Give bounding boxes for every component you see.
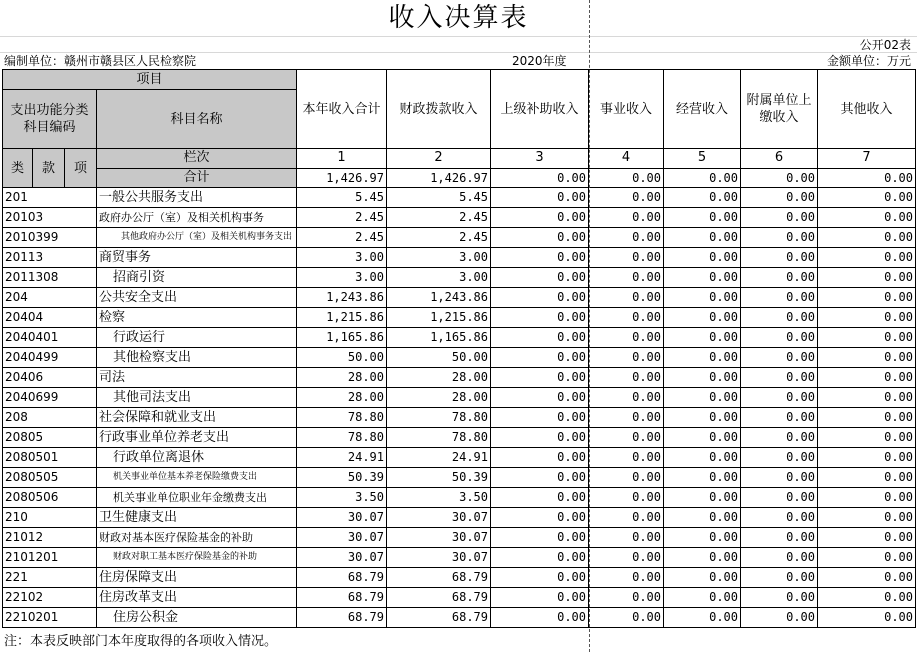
amount-cell: 0.00	[589, 428, 664, 448]
col-num-5: 5	[664, 149, 741, 169]
subject-name: 其他检察支出	[97, 348, 297, 368]
amount-cell: 0.00	[589, 388, 664, 408]
amount-cell: 0.00	[741, 308, 818, 328]
amount-cell: 0.00	[741, 208, 818, 228]
amount-cell: 0.00	[818, 208, 916, 228]
grid-line	[0, 36, 917, 37]
amount-cell: 0.00	[491, 508, 589, 528]
amount-cell: 0.00	[664, 348, 741, 368]
subject-code: 2101201	[3, 548, 97, 568]
amount-cell: 0.00	[491, 268, 589, 288]
col-header-3: 上级补助收入	[491, 70, 589, 149]
amount-cell: 68.79	[387, 568, 491, 588]
amount-cell: 30.07	[387, 548, 491, 568]
amount-cell: 0.00	[664, 388, 741, 408]
col-num-2: 2	[387, 149, 491, 169]
total-cell: 0.00	[818, 168, 916, 188]
amount-cell: 0.00	[589, 308, 664, 328]
amount-cell: 0.00	[589, 348, 664, 368]
amount-cell: 1,215.86	[387, 308, 491, 328]
subject-code: 208	[3, 408, 97, 428]
amount-cell: 0.00	[664, 528, 741, 548]
amount-cell: 0.00	[589, 368, 664, 388]
table-row	[3, 388, 916, 408]
amount-cell: 68.79	[297, 588, 387, 608]
amount-cell: 0.00	[741, 328, 818, 348]
table-row	[3, 348, 916, 368]
page-break-line	[589, 0, 590, 652]
total-cell: 0.00	[664, 168, 741, 188]
amount-cell: 78.80	[387, 408, 491, 428]
amount-cell: 0.00	[818, 468, 916, 488]
amount-cell: 0.00	[664, 548, 741, 568]
amount-cell: 3.50	[297, 488, 387, 508]
amount-cell: 24.91	[387, 448, 491, 468]
header-lei: 类	[3, 149, 33, 188]
amount-cell: 0.00	[491, 488, 589, 508]
income-table	[2, 69, 916, 628]
table-row	[3, 448, 916, 468]
amount-cell: 0.00	[491, 288, 589, 308]
amount-cell: 0.00	[589, 248, 664, 268]
amount-cell: 0.00	[491, 548, 589, 568]
amount-cell: 0.00	[664, 488, 741, 508]
subject-name: 机关事业单位基本养老保险缴费支出	[97, 468, 297, 488]
amount-cell: 0.00	[664, 308, 741, 328]
table-row	[3, 468, 916, 488]
amount-cell: 28.00	[297, 368, 387, 388]
amount-cell: 0.00	[741, 348, 818, 368]
subject-name: 财政对职工基本医疗保险基金的补助	[97, 548, 297, 568]
subject-name: 住房保障支出	[97, 568, 297, 588]
subject-code: 2080506	[3, 488, 97, 508]
subject-code: 2010399	[3, 228, 97, 248]
amount-cell: 0.00	[741, 188, 818, 208]
amount-cell: 0.00	[818, 568, 916, 588]
amount-cell: 2.45	[297, 228, 387, 248]
table-row	[3, 188, 916, 208]
amount-cell: 0.00	[491, 328, 589, 348]
amount-cell: 0.00	[589, 408, 664, 428]
amount-cell: 0.00	[741, 428, 818, 448]
table-row	[3, 508, 916, 528]
amount-cell: 0.00	[818, 508, 916, 528]
amount-cell: 0.00	[589, 228, 664, 248]
subject-code: 2210201	[3, 608, 97, 628]
amount-unit: 金额单位：万元	[826, 54, 911, 68]
amount-cell: 28.00	[387, 368, 491, 388]
amount-cell: 0.00	[818, 408, 916, 428]
table-row	[3, 208, 916, 228]
amount-cell: 0.00	[664, 368, 741, 388]
amount-cell: 0.00	[818, 228, 916, 248]
amount-cell: 0.00	[664, 448, 741, 468]
col-num-3: 3	[491, 149, 589, 169]
table-row	[3, 408, 916, 428]
table-row	[3, 248, 916, 268]
amount-cell: 0.00	[818, 328, 916, 348]
col-num-4: 4	[589, 149, 664, 169]
subject-code: 20404	[3, 308, 97, 328]
amount-cell: 0.00	[589, 488, 664, 508]
amount-cell: 78.80	[297, 408, 387, 428]
subject-name: 财政对基本医疗保险基金的补助	[97, 528, 297, 548]
table-row	[3, 308, 916, 328]
amount-cell: 0.00	[741, 368, 818, 388]
total-label: 合计	[97, 168, 297, 188]
subject-name: 检察	[97, 308, 297, 328]
table-row	[3, 268, 916, 288]
amount-cell: 0.00	[741, 488, 818, 508]
amount-cell: 24.91	[297, 448, 387, 468]
subject-code: 2040499	[3, 348, 97, 368]
subject-code: 20406	[3, 368, 97, 388]
amount-cell: 50.00	[297, 348, 387, 368]
amount-cell: 0.00	[589, 468, 664, 488]
amount-cell: 68.79	[387, 608, 491, 628]
table-row	[3, 368, 916, 388]
amount-cell: 0.00	[664, 408, 741, 428]
amount-cell: 0.00	[491, 368, 589, 388]
total-cell: 0.00	[741, 168, 818, 188]
amount-cell: 0.00	[818, 548, 916, 568]
amount-cell: 0.00	[741, 468, 818, 488]
amount-cell: 0.00	[741, 548, 818, 568]
amount-cell: 0.00	[741, 268, 818, 288]
amount-cell: 3.50	[387, 488, 491, 508]
amount-cell: 1,165.86	[387, 328, 491, 348]
subject-code: 20805	[3, 428, 97, 448]
amount-cell: 0.00	[589, 508, 664, 528]
subject-name: 司法	[97, 368, 297, 388]
col-header-2: 财政拨款收入	[387, 70, 491, 149]
amount-cell: 3.00	[297, 268, 387, 288]
amount-cell: 0.00	[491, 568, 589, 588]
table-row	[3, 568, 916, 588]
amount-cell: 0.00	[589, 608, 664, 628]
amount-cell: 0.00	[818, 268, 916, 288]
amount-cell: 0.00	[818, 448, 916, 468]
amount-cell: 28.00	[387, 388, 491, 408]
subject-code: 21012	[3, 528, 97, 548]
amount-cell: 0.00	[664, 508, 741, 528]
amount-cell: 0.00	[491, 308, 589, 328]
col-header-5: 经营收入	[664, 70, 741, 149]
subject-name: 机关事业单位职业年金缴费支出	[97, 488, 297, 508]
amount-cell: 0.00	[741, 388, 818, 408]
amount-cell: 30.07	[297, 528, 387, 548]
col-num-6: 6	[741, 149, 818, 169]
header-item: 项目	[3, 70, 297, 90]
table-row	[3, 228, 916, 248]
table-row	[3, 608, 916, 628]
subject-name: 一般公共服务支出	[97, 188, 297, 208]
amount-cell: 68.79	[297, 568, 387, 588]
amount-cell: 0.00	[741, 568, 818, 588]
amount-cell: 68.79	[297, 608, 387, 628]
amount-cell: 0.00	[491, 608, 589, 628]
amount-cell: 0.00	[741, 288, 818, 308]
subject-name: 行政事业单位养老支出	[97, 428, 297, 448]
amount-cell: 0.00	[589, 528, 664, 548]
amount-cell: 78.80	[387, 428, 491, 448]
amount-cell: 0.00	[664, 228, 741, 248]
amount-cell: 0.00	[491, 388, 589, 408]
amount-cell: 0.00	[589, 188, 664, 208]
amount-cell: 0.00	[589, 588, 664, 608]
amount-cell: 0.00	[491, 408, 589, 428]
subject-code: 210	[3, 508, 97, 528]
amount-cell: 0.00	[741, 408, 818, 428]
header-xiang: 项	[65, 149, 97, 188]
page-title: 收入决算表	[388, 3, 529, 33]
amount-cell: 0.00	[589, 328, 664, 348]
amount-cell: 2.45	[387, 228, 491, 248]
unit-label: 编制单位：赣州市赣县区人民检察院	[4, 54, 197, 68]
subject-code: 221	[3, 568, 97, 588]
table-row	[3, 488, 916, 508]
year-label: 2020年度	[512, 54, 567, 68]
amount-cell: 2.45	[387, 208, 491, 228]
amount-cell: 1,243.86	[297, 288, 387, 308]
col-num-1: 1	[297, 149, 387, 169]
amount-cell: 0.00	[741, 448, 818, 468]
table-row	[3, 328, 916, 348]
amount-cell: 0.00	[741, 588, 818, 608]
col-header-4: 事业收入	[589, 70, 664, 149]
amount-cell: 1,165.86	[297, 328, 387, 348]
amount-cell: 30.07	[297, 548, 387, 568]
subject-code: 2011308	[3, 268, 97, 288]
col-header-7: 其他收入	[818, 70, 916, 149]
amount-cell: 0.00	[818, 608, 916, 628]
subject-name: 行政单位离退休	[97, 448, 297, 468]
table-row	[3, 428, 916, 448]
amount-cell: 30.07	[387, 508, 491, 528]
table-row	[3, 288, 916, 308]
amount-cell: 0.00	[491, 448, 589, 468]
amount-cell: 0.00	[664, 288, 741, 308]
subject-code: 22102	[3, 588, 97, 608]
amount-cell: 50.39	[387, 468, 491, 488]
amount-cell: 0.00	[664, 208, 741, 228]
subject-code: 201	[3, 188, 97, 208]
footnote: 注：本表反映部门本年度取得的各项收入情况。	[4, 634, 278, 649]
subject-code: 20113	[3, 248, 97, 268]
amount-cell: 28.00	[297, 388, 387, 408]
amount-cell: 0.00	[664, 608, 741, 628]
amount-cell: 0.00	[491, 588, 589, 608]
amount-cell: 0.00	[589, 548, 664, 568]
table-row	[3, 548, 916, 568]
subject-code: 2040699	[3, 388, 97, 408]
grid-line	[0, 52, 917, 53]
amount-cell: 0.00	[491, 348, 589, 368]
amount-cell: 30.07	[387, 528, 491, 548]
subject-name: 行政运行	[97, 328, 297, 348]
amount-cell: 3.00	[297, 248, 387, 268]
subject-name: 政府办公厅（室）及相关机构事务	[97, 208, 297, 228]
amount-cell: 78.80	[297, 428, 387, 448]
amount-cell: 0.00	[491, 428, 589, 448]
amount-cell: 0.00	[818, 348, 916, 368]
amount-cell: 0.00	[664, 428, 741, 448]
amount-cell: 0.00	[664, 248, 741, 268]
amount-cell: 0.00	[818, 488, 916, 508]
amount-cell: 50.00	[387, 348, 491, 368]
amount-cell: 0.00	[491, 228, 589, 248]
amount-cell: 0.00	[741, 228, 818, 248]
amount-cell: 0.00	[664, 268, 741, 288]
subject-code: 2040401	[3, 328, 97, 348]
header-kuan: 款	[33, 149, 65, 188]
col-num-7: 7	[818, 149, 916, 169]
amount-cell: 50.39	[297, 468, 387, 488]
subject-name: 招商引资	[97, 268, 297, 288]
amount-cell: 2.45	[297, 208, 387, 228]
subject-name: 住房改革支出	[97, 588, 297, 608]
header-func-code: 支出功能分类科目编码	[3, 90, 97, 149]
subject-name: 其他政府办公厅（室）及相关机构事务支出	[97, 228, 297, 248]
total-cell: 1,426.97	[387, 168, 491, 188]
amount-cell: 0.00	[818, 288, 916, 308]
col-header-1: 本年收入合计	[297, 70, 387, 149]
amount-cell: 0.00	[589, 268, 664, 288]
subject-name: 住房公积金	[97, 608, 297, 628]
header-lanci: 栏次	[97, 149, 297, 169]
amount-cell: 3.00	[387, 248, 491, 268]
total-cell: 0.00	[491, 168, 589, 188]
amount-cell: 0.00	[818, 528, 916, 548]
amount-cell: 0.00	[818, 308, 916, 328]
amount-cell: 0.00	[491, 528, 589, 548]
amount-cell: 0.00	[741, 608, 818, 628]
amount-cell: 0.00	[491, 188, 589, 208]
header-subject-name: 科目名称	[97, 90, 297, 149]
amount-cell: 0.00	[589, 208, 664, 228]
subject-code: 20103	[3, 208, 97, 228]
amount-cell: 0.00	[741, 248, 818, 268]
amount-cell: 0.00	[589, 448, 664, 468]
subject-name: 其他司法支出	[97, 388, 297, 408]
col-header-6: 附属单位上缴收入	[741, 70, 818, 149]
amount-cell: 30.07	[297, 508, 387, 528]
amount-cell: 0.00	[664, 568, 741, 588]
table-row	[3, 588, 916, 608]
subject-name: 社会保障和就业支出	[97, 408, 297, 428]
amount-cell: 0.00	[818, 188, 916, 208]
amount-cell: 0.00	[491, 208, 589, 228]
subject-code: 2080501	[3, 448, 97, 468]
amount-cell: 0.00	[491, 248, 589, 268]
amount-cell: 0.00	[741, 528, 818, 548]
amount-cell: 5.45	[297, 188, 387, 208]
total-cell: 1,426.97	[297, 168, 387, 188]
total-cell: 0.00	[589, 168, 664, 188]
amount-cell: 0.00	[818, 248, 916, 268]
amount-cell: 0.00	[664, 588, 741, 608]
amount-cell: 3.00	[387, 268, 491, 288]
amount-cell: 0.00	[589, 568, 664, 588]
amount-cell: 0.00	[664, 328, 741, 348]
amount-cell: 68.79	[387, 588, 491, 608]
subject-name: 卫生健康支出	[97, 508, 297, 528]
amount-cell: 0.00	[741, 508, 818, 528]
form-code: 公开02表	[859, 38, 911, 52]
subject-name: 商贸事务	[97, 248, 297, 268]
amount-cell: 0.00	[491, 468, 589, 488]
amount-cell: 0.00	[589, 288, 664, 308]
table-row	[3, 528, 916, 548]
amount-cell: 1,243.86	[387, 288, 491, 308]
amount-cell: 0.00	[664, 188, 741, 208]
subject-code: 204	[3, 288, 97, 308]
amount-cell: 0.00	[818, 368, 916, 388]
amount-cell: 1,215.86	[297, 308, 387, 328]
amount-cell: 0.00	[664, 468, 741, 488]
amount-cell: 0.00	[818, 428, 916, 448]
subject-name: 公共安全支出	[97, 288, 297, 308]
amount-cell: 5.45	[387, 188, 491, 208]
subject-code: 2080505	[3, 468, 97, 488]
amount-cell: 0.00	[818, 388, 916, 408]
amount-cell: 0.00	[818, 588, 916, 608]
